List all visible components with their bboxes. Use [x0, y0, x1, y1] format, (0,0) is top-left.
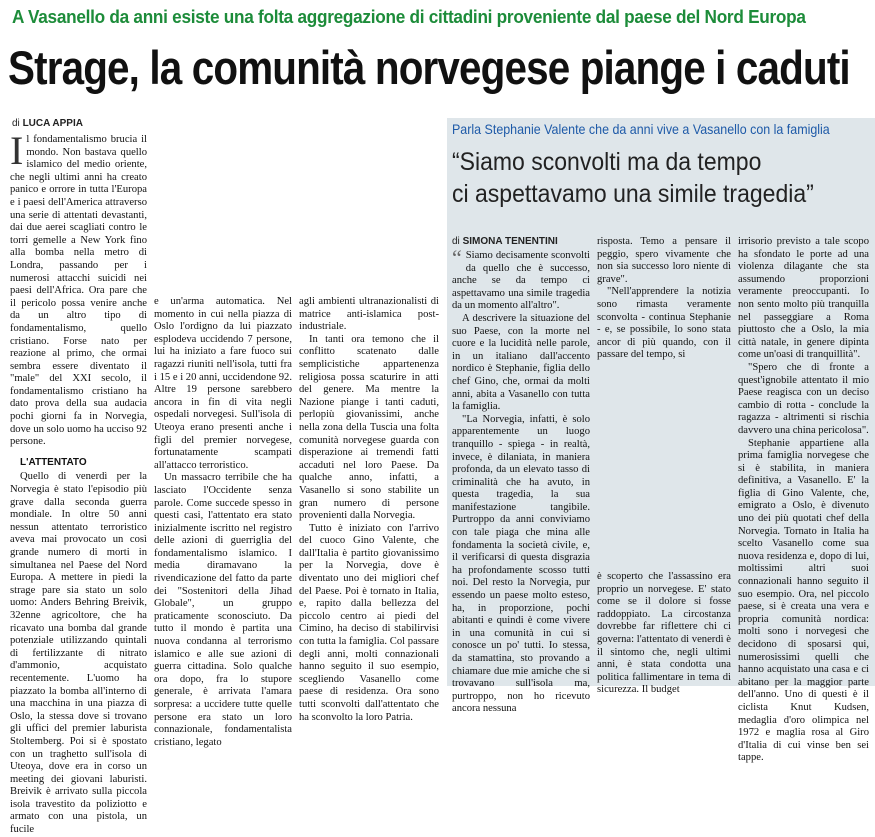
- paragraph: Stephanie appartiene alla prima famiglia norvegese che si è stabilita, in maniera definitiva, a Vasanello. E' la figlia di Gino Valente, che, emigrato a Oslo, è divenuto uno dei più quotati chef della Norvegia. Tornato in Italia ha scelto Vasanello come sua nuova residenza e, dopo di lui, moltissimi altri suoi connazionali hanno seguito il suo esempio. Ora, nel piccolo paese, si è creata una vera e propria comunità nordica: molti sono i norvegesi che decidono di sposarsi qui, numerosissimi quelli che hanno acquistato una casa e ci abitano per la maggior parte dell'anno. Uno di questi è il ciclista Knut Kudsen, medaglia d'oro olimpica nel 1972 e maglia rosa al Giro d'Italia di cui vinse ben sei tappe.: [738, 437, 869, 764]
- paragraph: e un'arma automatica. Nel momento in cui nella piazza di Oslo l'ordigno da lui piazzato esplodeva uccidendo 7 persone, lui ha iniziato a fare fuoco sui ragazzi riuniti nell'isola, tutti fra i 15 e i 20 anni, uccidendone 92. Altre 19 persone sarebbero ancora in fin di vita negli ospedali norvegesi. Sull'isola di Uteoya erano presenti anche i figli del premier norvegese, fortunatamente scampati all'attacco terroristico.: [154, 296, 292, 471]
- paragraph: "Spero che di fronte a quest'ignobile attentato il mio Paese reagisca con un deciso cambio di rotta - conclude la ragazza - altrimenti si rischia davvero una china pericolosa".: [738, 361, 869, 436]
- headline: Strage, la comunità norvegese piange i caduti: [8, 41, 850, 94]
- paragraph: Siamo decisamente sconvolti da quello che è successo, anche se da tempo ci aspettavamo una simile tragedia da un momento all'altro".: [452, 250, 590, 312]
- box-title-line-2: ci aspettavamo una simile tragedia”: [452, 180, 814, 208]
- box-title-line-1: “Siamo sconvolti ma da tempo: [452, 148, 762, 176]
- box-column-2-bottom: [597, 571, 731, 696]
- paragraph: "La Norvegia, infatti, è solo apparentemente un luogo tranquillo - spiega - in realtà, invece, è dilaniata, in maniera profonda, da un elevato tasso di criminalità che ha avuto, in questa tragedia, la sua manifestazione tangibile. Purtroppo da anni conviviamo con tale piaga che mina alle fondamenta la società civile, e, il verificarsi di questa disgrazia ha profondamente scosso tutti noi. Del resto la Norvegia, pur essendo un paese molto esteso, ha, in proporzione, pochi abitanti e quindi è come vivere in una comunità in cui si conosce un po' tutti. Io stessa, da stamattina, sto provando a chiamare due mie amiche che si trovavano sull'isola ma, purtroppo, non ho ricevuto ancora nessuna: [452, 413, 590, 715]
- paragraph: Tutto è iniziato con l'arrivo del cuoco Gino Valente, che dall'Italia è partito giovanissimo per la Norvegia, dove è diventato uno dei migliori chef del Paese. Poi è tornato in Italia, e, rapito dalla bellezza del piccolo centro ai piedi del Cimino, ha deciso di stabilirvisi con tutta la famiglia. Col passare degli anni, molti connazionali hanno seguito il suo esempio, scegliendo Vasanello come paese di residenza. Ora sono tutti sconvolti dall'attentato che ha sconvolto la loro Patria.: [299, 522, 439, 723]
- byline-author: LUCA APPIA: [22, 118, 83, 129]
- byline-prefix: di: [12, 118, 20, 129]
- paragraph: risposta. Temo a pensare il peggio, spero vivamente che non sia successo loro niente di grave".: [597, 236, 731, 285]
- paragraph: l fondamentalismo brucia il mondo. Non bastava quello islamico del medio oriente, che negli ultimi anni ha creato panico e orrore in tutta l'Europa e i paesi dell'America attraverso una serie di attentati devastanti, dai due aerei scagliati contro le torri gemelle a New York fino alla bomba nella metro di Londra, passando per i numerosi attacchi suicidi nei paesi dell'Africa. Ora pare che il pericolo possa venire anche da un altro tipo di fondamentalismo, quello cristiano. Forse nato per reazione al primo, che ormai sembra essere diventato il "male" del XXI secolo, il fondamentalismo cristiano ha dato prova della sua audacia pochi giorni fa in Norvegia, dove un solo uomo ha ucciso 92 persone.: [10, 134, 147, 448]
- article-column-3: [299, 296, 439, 723]
- quote-mark-icon: “: [452, 245, 462, 270]
- byline-prefix: di: [452, 236, 460, 247]
- article-column-2: [154, 296, 292, 748]
- box-column-2-top: [597, 236, 731, 361]
- paragraph: "Nell'apprendere la notizia sono rimasta veramente sconvolta - continua Stephanie - e, se possibile, lo sono stata ancor di più quando, con il passare del tempo, si: [597, 286, 731, 361]
- drop-cap: I: [10, 128, 24, 173]
- box-column-1: [452, 245, 590, 715]
- article-column-1: [10, 128, 147, 836]
- box-column-3: [738, 236, 869, 764]
- paragraph: In tanti ora temono che il conflitto scatenato dalle semplicistiche appartenenza religiosa possa scaturire in atti del genere. Ma mentre la Nazione piange i tanti caduti, perlopiù giovanissimi, anche nella zona della Tuscia una folta comunità norvegese guarda con disperazione ai tremendi fatti accaduti nel loro Paese. Da qualche anno, infatti, a Vasanello si sono stabilite un gran numero di persone provenienti dalla Norvegia.: [299, 333, 439, 522]
- paragraph: è scoperto che l'assassino era proprio un norvegese. E' stato come se il dolore si fosse raddoppiato. La circostanza dovrebbe far riflettere chi ci governa: l'attentato di venerdì è il sintomo che, negli ultimi anni, è stata condotta una politica fallimentare in tema di sicurezza. Il budget: [597, 571, 731, 696]
- paragraph: Un massacro terribile che ha lasciato l'Occidente senza parole. Come succede spesso in questi casi, l'attentato era stato inizialmente iscritto nel registro delle azioni di guerriglia del fondamentalismo islamico. I media diramavano la rivendicazione del fatto da parte dei "Sostenitori della Jihad Globale", un gruppo praticamente sconosciuto. Da tutto il mondo è partita una nuova condanna al terrorismo islamico e alle sue azioni di guerra cittadina. Solo qualche ora dopo, fra lo stupore generale, è arrivata l'amara sorpresa: a uccidere tutte quelle persone era stato un loro connazionale, fondamentalista cristiano, legato: [154, 472, 292, 748]
- paragraph: A descrivere la situazione del suo Paese, con la morte nel cuore e la lucidità nelle parole, in un italiano dall'accento nordico è Stephanie, figlia dello chef Gino, che, ormai da molti anni, abita a Vasanello con tutta la famiglia.: [452, 312, 590, 413]
- byline-author: SIMONA TENENTINI: [462, 236, 558, 247]
- subhead-attentato: L'ATTENTATO: [20, 456, 87, 468]
- paragraph: irrisorio previsto a tale scopo ha sfondato le porte ad una violenza dilagante che sta assumendo proporzioni veramente preoccupanti. Io non sento molto più tranquilla nel passeggiare a Roma piuttosto che a Oslo, la mia città natale, in genere dipinta come un'oasi di tranquillità".: [738, 236, 869, 361]
- byline-box: [452, 236, 558, 247]
- box-kicker: Parla Stephanie Valente che da anni vive a Vasanello con la famiglia: [452, 121, 830, 137]
- box-title: [452, 146, 838, 210]
- paragraph: Quello di venerdì per la Norvegia è stato l'episodio più grave dalla seconda guerra mondiale. In oltre 50 anni nessun attentato terroristico aveva mai provocato un così grande numero di morti in simultanea nel Paese del Nord Europa. A mettere in piedi la strage pare sia stato un solo uomo: Anders Behring Breivik, 32enne agricoltore, che ha ricavato una bomba dal grande potenziale utilizzando quintali di fertilizzante di nitrato d'ammonio, acquistato recentemente. L'uomo ha piazzato la bomba all'interno di una macchina in una piazza di Oslo, la stessa dove si trovano gli uffici del premier laburista Stoltemberg. Poi si è spostato con un traghetto sull'isola di Uteoya, dove era in corso un meeting dei giovani laburisti. Breivik è arrivato sulla piccola isola travestito da poliziotto e armato con una pistola, un fucile: [10, 471, 147, 836]
- kicker: A Vasanello da anni esiste una folta aggregazione di cittadini proveniente dal paese del Nord Europa: [12, 6, 806, 27]
- paragraph: agli ambienti ultranazionalisti di matrice anti-islamica post-industriale.: [299, 296, 439, 333]
